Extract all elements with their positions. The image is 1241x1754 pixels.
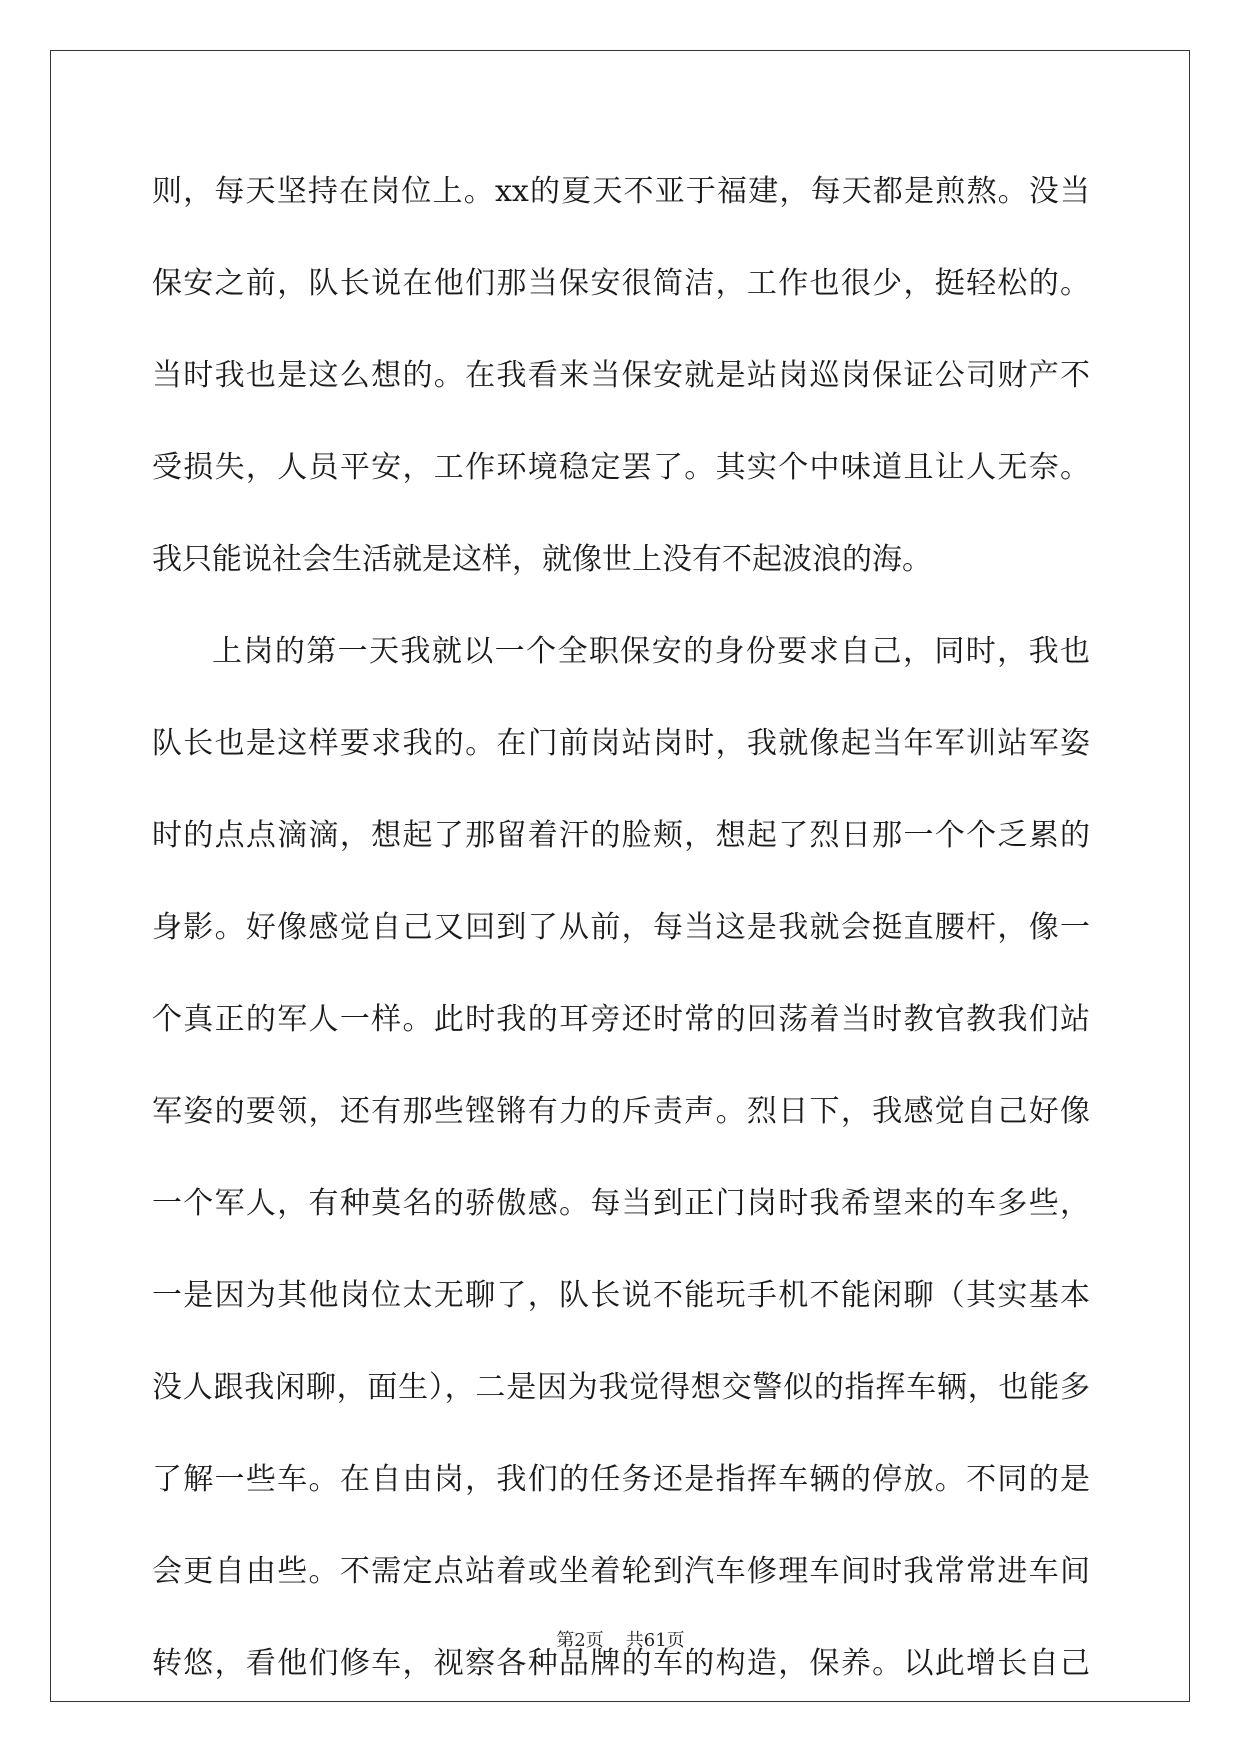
text-line: 保安之前，队长说在他们那当保安很简洁，工作也很少，挺轻松的。 xyxy=(152,266,1090,301)
text-line: 个真正的军人一样。此时我的耳旁还时常的回荡着当时教官教我们站 xyxy=(152,1002,1090,1037)
text-line: 队长也是这样要求我的。在门前岗站岗时，我就像起当年军训站军姿 xyxy=(152,726,1090,761)
text-line: 没人跟我闲聊，面生），二是因为我觉得想交警似的指挥车辆，也能多 xyxy=(152,1370,1090,1405)
text-line: 当时我也是这么想的。在我看来当保安就是站岗巡岗保证公司财产不 xyxy=(152,358,1090,393)
text-line: 身影。好像感觉自己又回到了从前，每当这是我就会挺直腰杆，像一 xyxy=(152,910,1090,945)
text-line: 一是因为其他岗位太无聊了，队长说不能玩手机不能闲聊（其实基本 xyxy=(152,1278,1090,1313)
document-body xyxy=(152,164,1090,1728)
page-footer xyxy=(0,1626,1241,1652)
text-line: 军姿的要领，还有那些铿锵有力的斥责声。烈日下，我感觉自己好像 xyxy=(152,1094,1090,1129)
paragraph-first-line: 上岗的第一天我就以一个全职保安的身份要求自己，同时，我也 xyxy=(212,634,1090,669)
text-line: 一个军人，有种莫名的骄傲感。每当到正门岗时我希望来的车多些， xyxy=(152,1186,1090,1221)
text-line: 会更自由些。不需定点站着或坐着轮到汽车修理车间时我常常进车间 xyxy=(152,1554,1090,1589)
text-line: 则，每天坚持在岗位上。xx的夏天不亚于福建，每天都是煎熬。没当 xyxy=(152,174,1090,209)
text-line: 了解一些车。在自由岗，我们的任务还是指挥车辆的停放。不同的是 xyxy=(152,1462,1090,1497)
text-line: 我只能说社会生活就是这样，就像世上没有不起波浪的海。 xyxy=(152,542,932,577)
text-line: 时的点点滴滴，想起了那留着汗的脸颊，想起了烈日那一个个乏累的 xyxy=(152,818,1090,853)
total-pages: 共61页 xyxy=(625,1630,685,1651)
text-line: 转悠，看他们修车，视察各种品牌的车的构造，保养。以此增长自己 xyxy=(152,1646,1090,1681)
text-line: 受损失，人员平安，工作环境稳定罢了。其实个中味道且让人无奈。 xyxy=(152,450,1090,485)
page-number: 第2页 xyxy=(556,1630,604,1651)
